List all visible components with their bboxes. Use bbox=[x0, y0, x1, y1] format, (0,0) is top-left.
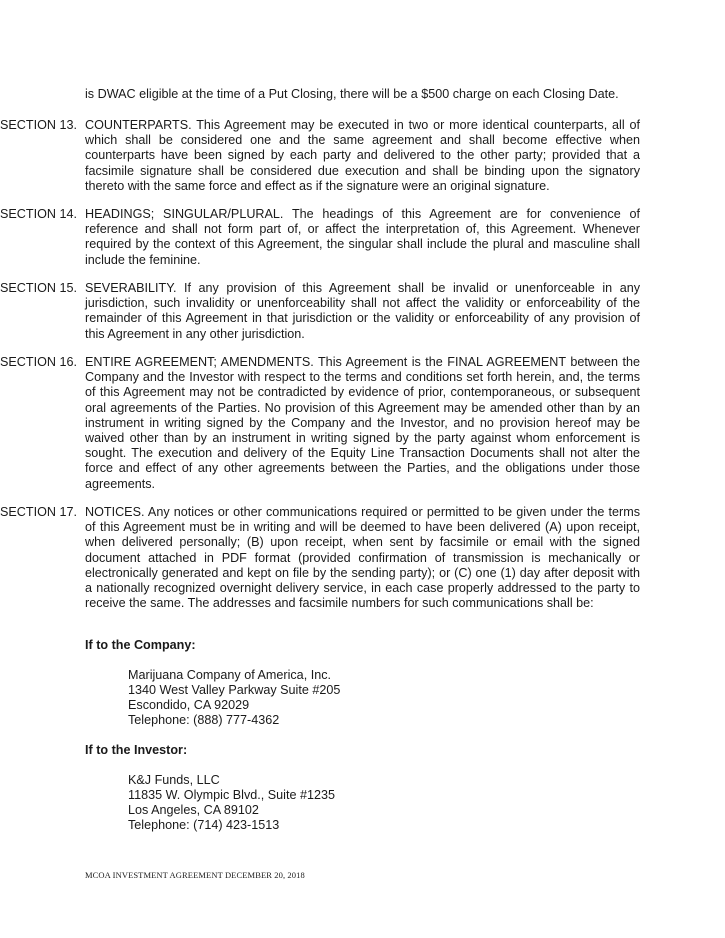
investor-street: 11835 W. Olympic Blvd., Suite #1235 bbox=[128, 788, 335, 802]
section-14-label: SECTION 14. bbox=[0, 207, 77, 221]
section-13-text: COUNTERPARTS. This Agreement may be executed in two or more identical counterparts, all of which shall be considered one and the same agreement and shall become effective when counterparts have been signed by each party and delivered to the other party; provided that a facsimile signature shall be considered due execution and shall be binding upon the signatory thereto with the same force and effect as if the signature were an original signature. bbox=[85, 118, 640, 193]
investor-name: K&J Funds, LLC bbox=[128, 773, 220, 787]
company-phone: Telephone: (888) 777-4362 bbox=[128, 713, 280, 727]
company-name: Marijuana Company of America, Inc. bbox=[128, 668, 331, 682]
section-17-text: NOTICES. Any notices or other communications required or permitted to be given under the terms of this Agreement must be in writing and will be deemed to have been delivered (A) upon receipt, when delivered personally; (B) upon receipt, when sent by facsimile or email with the signed document attached in PDF format (provided confirmation of transmission is mechanically or electronically generated and kept on file by the sending party); or (C) one (1) day after deposit with a nationally recognized overnight delivery service, in each case properly addressed to the party to receive the same. The addresses and facsimile numbers for such communications shall be: bbox=[85, 505, 640, 611]
company-city: Escondido, CA 92029 bbox=[128, 698, 250, 712]
investor-city: Los Angeles, CA 89102 bbox=[128, 803, 259, 817]
section-17-label: SECTION 17. bbox=[0, 505, 77, 519]
section-15-label: SECTION 15. bbox=[0, 281, 77, 295]
company-street: 1340 West Valley Parkway Suite #205 bbox=[128, 683, 341, 697]
investor-phone: Telephone: (714) 423-1513 bbox=[128, 818, 280, 832]
section-16-text: ENTIRE AGREEMENT; AMENDMENTS. This Agreement is the FINAL AGREEMENT between the Company and the Investor with respect to the terms and conditions set forth herein, and, the terms of this Agreement may not be contradicted by evidence of prior, contemporaneous, or subsequent oral agreements of the Parties. No provision of this Agreement may be amended other than by an instrument in writing signed by the Company and the Investor, and no provision hereof may be waived other than by an instrument in writing signed by the party against whom enforcement is sought. The execution and delivery of the Equity Line Transaction Documents shall not alter the force and effect of any other agreements between the Parties, and the obligations under those agreements. bbox=[85, 355, 640, 491]
page-footer: MCOA INVESTMENT AGREEMENT DECEMBER 20, 2018 bbox=[85, 870, 305, 880]
continuation-line: is DWAC eligible at the time of a Put Closing, there will be a $500 charge on each Closing Date. bbox=[85, 87, 619, 101]
section-14-text: HEADINGS; SINGULAR/PLURAL. The headings of this Agreement are for convenience of reference and shall not form part of, or affect the interpretation of, this Agreement. Whenever required by the context of this Agreement, the singular shall include the plural and masculine shall include the feminine. bbox=[85, 207, 640, 267]
section-16-label: SECTION 16. bbox=[0, 355, 77, 369]
section-13-label: SECTION 13. bbox=[0, 118, 77, 132]
section-15-text: SEVERABILITY. If any provision of this Agreement shall be invalid or unenforceable in any jurisdiction, such invalidity or unenforceability shall not affect the validity or enforceability of the remainder of this Agreement in that jurisdiction or the validity or enforceability of any provision of this Agreement in any other jurisdiction. bbox=[85, 281, 640, 341]
investor-heading: If to the Investor: bbox=[85, 743, 188, 757]
company-heading: If to the Company: bbox=[85, 638, 196, 652]
